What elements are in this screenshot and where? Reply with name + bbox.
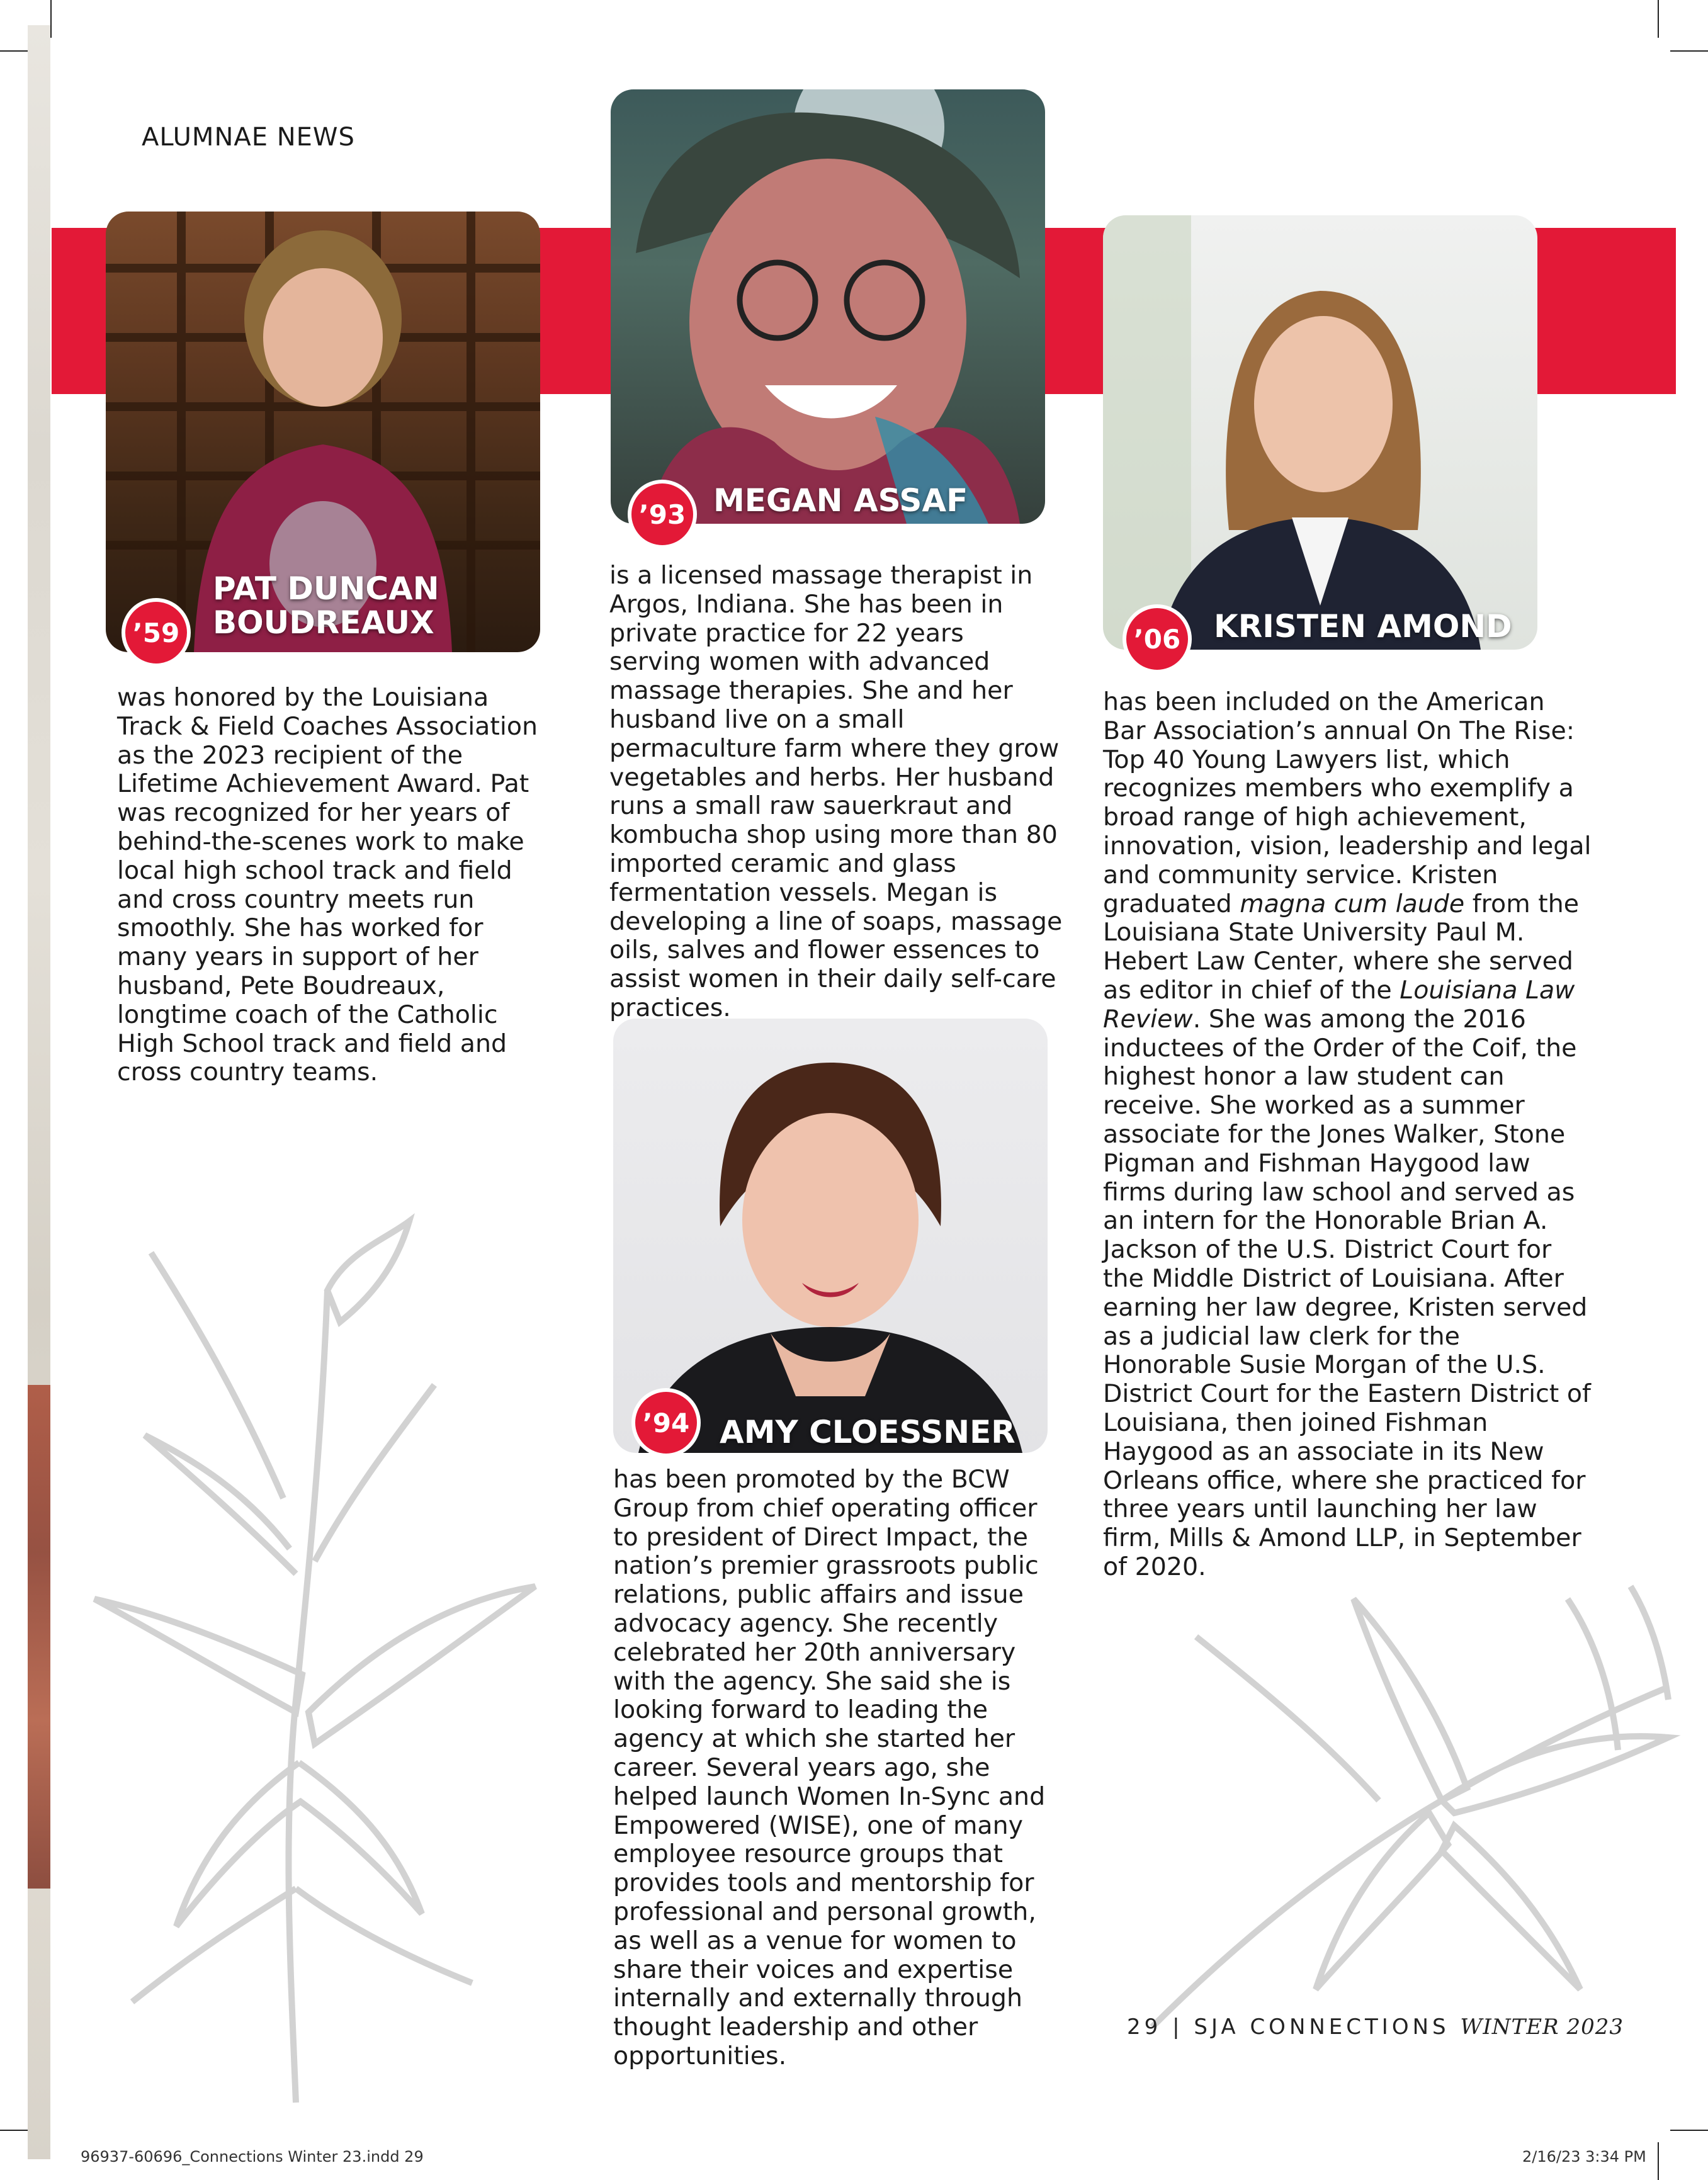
year-badge-93: ’93	[628, 480, 697, 549]
section-label: ALUMNAE NEWS	[142, 123, 355, 152]
publication-name: SJA CONNECTIONS	[1194, 2014, 1450, 2040]
bio-pat: was honored by the Louisiana Track & Field Coaches Association as the 2023 recipient of the Lifetime Achievement Award. Pat was recognized for her years of behind-the-scenes work to make local high school track and field and cross country meets run smoothly. She has worked for many years in support of her husband, Pete Boudreaux, longtime coach of the Catholic High School track and field and cross country teams.	[117, 683, 538, 1087]
print-slug-right: 2/16/23 3:34 PM	[1522, 2148, 1646, 2166]
bio-kristen-part-1: has been included on the American Bar Association’s annual On The Rise: Top 40 Young Lawyers list, which recognizes members who exemplify a broad range of high achievement, innovation, vision, leadership and legal and community service. Kristen graduated	[1103, 687, 1592, 918]
year-badge-06: ’06	[1123, 604, 1192, 674]
crop-mark	[1658, 2142, 1659, 2180]
year-badge-94: ’94	[631, 1388, 701, 1457]
photo-megan-assaf	[611, 89, 1045, 524]
bio-megan: is a licensed massage therapist in Argos, Indiana. She has been in private practice for 22 years serving women with advanced massage therapies. She and her husband live on a small permaculture farm where they grow vegetables and herbs. Her husband runs a small raw sauerkraut and kombucha shop using more than 80 imported ceramic and glass fermentation vessels. Megan is developing a line of soaps, massage oils, salves and flower essences to assist women in their daily self-care practices.	[609, 561, 1063, 1022]
photo-kristen-amond	[1103, 215, 1537, 650]
bio-kristen	[1103, 688, 1594, 1582]
crop-mark	[1658, 0, 1659, 38]
crop-mark	[1670, 50, 1708, 52]
bio-kristen-magna-cum-laude: magna cum laude	[1240, 889, 1465, 918]
crop-mark	[1670, 2130, 1708, 2131]
crop-mark	[50, 0, 52, 38]
photo-amy-cloessner	[613, 1019, 1048, 1453]
profile-name-kristen: KRISTEN AMOND	[1214, 608, 1512, 645]
page-footer	[1127, 2014, 1624, 2040]
lily-illustration-right	[1114, 1561, 1681, 2040]
bio-kristen-law-review: Louisiana Law Review	[1103, 975, 1575, 1034]
bio-amy: has been promoted by the BCW Group from chief operating officer to president of Direct Impact, the nation’s premier grassroots public relations, public affairs and issue advocacy agency. She recently celebrated her 20th anniversary with the agency. She said she is looking forward to leading the agency at which she started her career. Several years ago, she helped launch Women In-Sync and Empowered (WISE), one of many employee resource groups that provides tools and mentorship for professional and personal growth, as well as a venue for women to share their voices and expertise internally and externally through thought leadership and other opportunities.	[613, 1465, 1046, 2070]
page-number: 29	[1127, 2014, 1162, 2040]
bio-kristen-part-3: . She was among the 2016 inductees of the Order of the Coif, the highest honor a law student can receive. She worked as a summer associate for the Jones Walker, Stone Pigman and Fishman Haygood law firms during law school and served as an intern for the Honorable Brian A. Jackson of the U.S. District Court for the Middle District of Louisiana. After earning her law degree, Kristen served as a judicial law clerk for the Honorable Susie Morgan of the U.S. District Court for the Eastern District of Louisiana, then joined Fishman Haygood as an associate in its New Orleans office, where she practiced for three years until launching her law firm, Mills & Amond LLP, in September of 2020.	[1103, 1004, 1591, 1581]
profile-name-megan: MEGAN ASSAF	[713, 482, 968, 519]
lily-illustration-left	[57, 1196, 548, 2109]
profile-name-amy: AMY CLOESSNER	[720, 1414, 1015, 1450]
page-edge-texture-red	[28, 1385, 50, 1889]
footer-separator: |	[1172, 2014, 1184, 2040]
print-slug-left: 96937-60696_Connections Winter 23.indd 29	[81, 2148, 424, 2166]
issue-name: WINTER 2023	[1460, 2014, 1624, 2040]
profile-name-pat: PAT DUNCAN BOUDREAUX	[213, 570, 439, 641]
bio-kristen-part-2: from the Louisiana State University Paul M. Hebert Law Center, where she served as editor in chief of the	[1103, 889, 1580, 1005]
year-badge-59: ’59	[122, 598, 191, 667]
